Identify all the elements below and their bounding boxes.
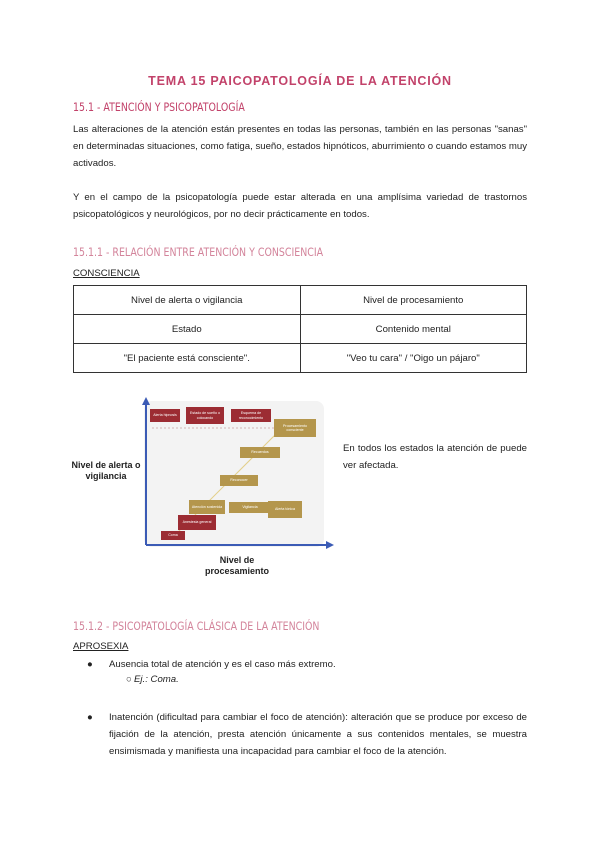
list-item-text: Ausencia total de atención y es el caso más extremo.: [109, 659, 336, 670]
section-heading-15-1-2: 15.1.2 - PSICOPATOLOGÍA CLÁSICA DE LA ATENCIÓN: [73, 619, 320, 633]
table-row: [74, 286, 527, 315]
diagram-box: Alerta tónica: [268, 501, 302, 518]
aprosexia-label: APROSEXIA: [73, 641, 129, 652]
diagram-box: Vigilancia: [229, 502, 271, 513]
table-row: [74, 344, 527, 373]
circle-bullet-icon: ○: [126, 674, 132, 685]
diagram-box: Estado de sueño o colocando: [186, 407, 224, 424]
table-cell: Nivel de alerta o vigilancia: [74, 286, 301, 315]
diagram-caption-text: En todos los estados la atención de puede ver afectada.: [343, 443, 527, 471]
consciencia-table: [73, 285, 527, 373]
table-row: [74, 315, 527, 344]
list-item-text: Inatención (dificultad para cambiar el foco de atención): alteración que se produce por exceso de fijación de la atención, presta atención únicamente a sus contenidos mentales, se muestra ensimismada y manifiesta una incapacidad para cambiar el foco de la atención.: [109, 712, 527, 757]
diagram-box: Coma: [161, 531, 185, 540]
section-heading-15-1: 15.1 - ATENCIÓN Y PSICOPATOLOGÍA: [73, 100, 245, 114]
list-item: [73, 656, 527, 673]
bullet-icon: ●: [87, 712, 93, 723]
table-cell: Estado: [74, 315, 301, 344]
consciousness-diagram: [70, 395, 335, 580]
bullet-list: [73, 656, 527, 673]
diagram-box: Esquema de reconocimiento: [231, 409, 271, 422]
diagram-box: Alerta hipnosis: [150, 409, 180, 422]
diagram-box: Recuerdos: [240, 447, 280, 458]
sub-list-item-text: Ej.: Coma.: [134, 674, 179, 685]
diagram-box: Reconocer: [220, 475, 258, 486]
diagram-box: Anestesia general: [178, 515, 216, 530]
section-heading-15-1-1: 15.1.1 - RELACIÓN ENTRE ATENCIÓN Y CONSCIENCIA: [73, 245, 324, 259]
paragraph-psicopatologia: Y en el campo de la psicopatología puede estar alterada en una amplísima variedad de trastornos psicopatológicos y neurológicos, por no decir prácticamente en todos.: [73, 192, 527, 220]
x-axis-label: Nivel de procesamiento: [204, 555, 270, 576]
table-cell: Nivel de procesamiento: [300, 286, 527, 315]
list-item: [73, 709, 527, 760]
page-title: TEMA 15 PAICOPATOLOGÍA DE LA ATENCIÓN: [148, 74, 452, 88]
bullet-list: [73, 709, 527, 760]
diagram-box: Atención sostenida: [189, 500, 225, 514]
table-cell: Contenido mental: [300, 315, 527, 344]
bullet-icon: ●: [87, 659, 93, 670]
y-axis-label: Nivel de alerta o vigilancia: [71, 460, 141, 481]
sub-list-item: [126, 674, 179, 685]
paragraph-alteraciones: Las alteraciones de la atención están presentes en todas las personas, también en las personas "sanas" en determinadas situaciones, como fatiga, sueño, estados hipnóticos, aburrimiento o cuando estamos muy activados.: [73, 124, 527, 169]
table-cell: "El paciente está consciente".: [74, 344, 301, 373]
diagram-box: Procesamiento consciente: [274, 419, 316, 437]
consciencia-label: CONSCIENCIA: [73, 268, 140, 279]
table-cell: "Veo tu cara" / "Oigo un pájaro": [300, 344, 527, 373]
